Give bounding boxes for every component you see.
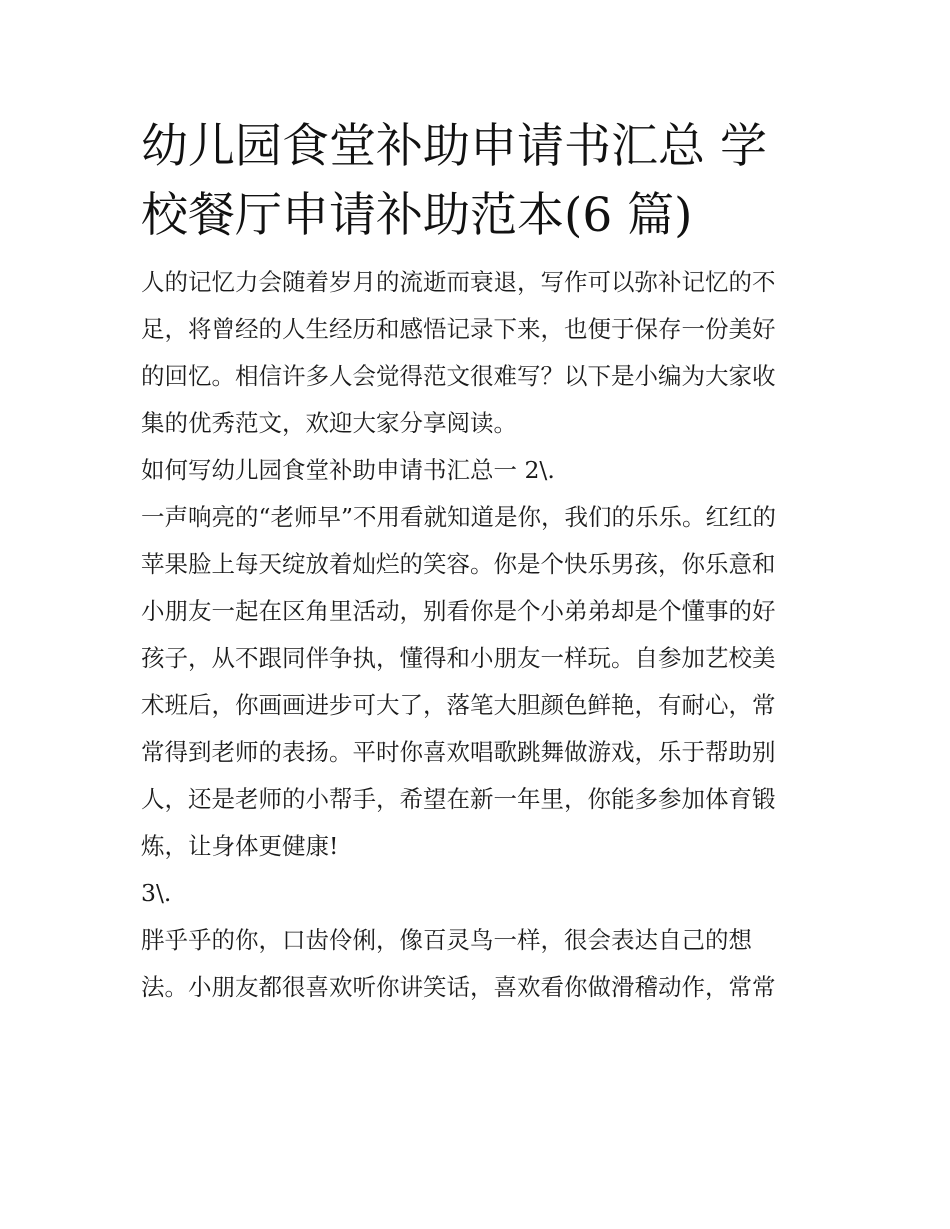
text-line: 的回忆。相信许多人会觉得范文很难写？以下是小编为大家收 [141, 362, 776, 390]
text-line: 足，将曾经的人生经历和感悟记录下来，也便于保存一份美好 [141, 315, 776, 343]
document-title [141, 112, 816, 250]
text-line: 人，还是老师的小帮手，希望在新一年里，你能多参加体育锻 [141, 785, 776, 813]
text-line: 炼，让身体更健康! [141, 832, 339, 860]
text-line: 人的记忆力会随着岁月的流逝而衰退，写作可以弥补记忆的不 [141, 268, 776, 296]
text-line: 3\. [141, 879, 172, 907]
section-3-paragraph [141, 917, 816, 1011]
text-line: 苹果脸上每天绽放着灿烂的笑容。你是个快乐男孩，你乐意和 [141, 550, 776, 578]
text-line: 胖乎乎的你，口齿伶俐，像百灵鸟一样，很会表达自己的想 [141, 926, 752, 954]
section-heading [141, 447, 816, 494]
text-line: 常得到老师的表扬。平时你喜欢唱歌跳舞做游戏，乐于帮助别 [141, 738, 776, 766]
section-3-heading [141, 870, 816, 917]
title-line: 幼儿园食堂补助申请书汇总 学 [141, 119, 767, 174]
intro-paragraph [141, 259, 816, 447]
title-line: 校餐厅申请补助范本(6 篇) [141, 188, 693, 243]
text-line: 小朋友一起在区角里活动，别看你是个小弟弟却是个懂事的好 [141, 597, 776, 625]
text-line: 集的优秀范文，欢迎大家分享阅读。 [141, 409, 517, 437]
text-line: 孩子，从不跟同伴争执，懂得和小朋友一样玩。自参加艺校美 [141, 644, 776, 672]
text-line: 一声响亮的“老师早”不用看就知道是你，我们的乐乐。红红的 [141, 503, 777, 531]
section-2-paragraph [141, 494, 816, 870]
text-line: 如何写幼儿园食堂补助申请书汇总一 2\. [141, 456, 555, 484]
document-content [141, 112, 816, 1011]
text-line: 法。小朋友都很喜欢听你讲笑话，喜欢看你做滑稽动作，常常 [141, 973, 776, 1001]
text-line: 术班后，你画画进步可大了，落笔大胆颜色鲜艳，有耐心，常 [141, 691, 776, 719]
